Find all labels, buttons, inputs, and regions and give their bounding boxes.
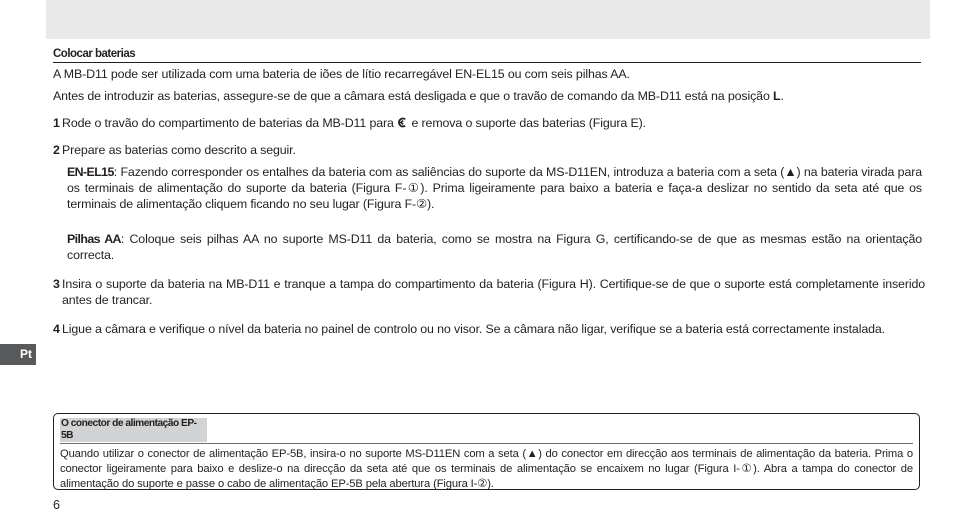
step-2-text: Prepare as baterias como descrito a seguir. bbox=[62, 143, 296, 157]
section-title: Colocar baterias bbox=[53, 48, 921, 63]
intro-paragraph-1: A MB-D11 pode ser utilizada com uma bateria de iões de lítio recarregável EN-EL15 ou com seis pilhas AA. bbox=[53, 67, 630, 81]
step-3 bbox=[53, 276, 925, 308]
sub-item-term: EN-EL15 bbox=[67, 165, 114, 179]
language-label: Pt bbox=[20, 347, 32, 361]
sub-item-text: : Fazendo corresponder os entalhes da bateria com as saliências do suporte da MS-D11EN, introduza a bateria com a seta (▲) na bateria virada para os terminais de alimentação do suporte da bateria (Figura F-①). Prima ligeiramente para baixo a bateria e faça-a deslizar no sentido da seta até que os terminais de alimentação cliquem ficando no seu lugar (Figura F-②). bbox=[67, 165, 922, 211]
step-number: 1 bbox=[53, 116, 60, 130]
note-box bbox=[53, 413, 920, 490]
sub-item-pilhas-aa bbox=[67, 231, 922, 263]
note-title-rule bbox=[60, 418, 913, 444]
step-3-text: Insira o suporte da bateria na MB-D11 e tranque a tampa do compartimento da bateria (Figura H). Certifique-se de que o suporte está completamente inserido antes de trancar. bbox=[62, 277, 925, 307]
unlock-icon bbox=[397, 117, 408, 128]
intro-2-text: Antes de introduzir as baterias, assegure-se de que a câmara está desligada e que o travão de comando da MB-D11 está na posição bbox=[53, 89, 774, 103]
step-1 bbox=[53, 115, 925, 131]
lock-position-label: L bbox=[773, 89, 781, 103]
intro-paragraph-2 bbox=[53, 88, 925, 104]
page-number: 6 bbox=[53, 498, 60, 512]
language-tab bbox=[0, 344, 36, 365]
sub-item-text: : Coloque seis pilhas AA no suporte MS-D11 da bateria, como se mostra na Figura G, certificando-se de que as mesmas estão na orientação correcta. bbox=[67, 232, 922, 262]
header-band bbox=[46, 0, 930, 39]
step-number: 4 bbox=[53, 322, 60, 336]
note-title: O conector de alimentação EP-5B bbox=[60, 418, 207, 442]
step-4-text: Ligue a câmara e verifique o nível da bateria no painel de controlo ou no visor. Se a câmara não ligar, verifique se a bateria está correctamente instalada. bbox=[62, 322, 885, 336]
step-4 bbox=[53, 321, 925, 337]
step-number: 2 bbox=[53, 143, 60, 157]
sub-item-en-el15 bbox=[67, 164, 922, 212]
intro-2-end: . bbox=[780, 89, 784, 103]
step-1-text: Rode o travão do compartimento de baterias da MB-D11 para bbox=[62, 116, 398, 130]
sub-item-term: Pilhas AA bbox=[67, 232, 121, 246]
step-2 bbox=[53, 142, 925, 158]
note-text: Quando utilizar o conector de alimentação EP-5B, insira-o no suporte MS-D11EN com a seta (▲) do conector em direcção aos terminais de alimentação da bateria. Prima o conector ligeiramente para baixo e deslize-o na direcção da seta até que os terminais de alimentação se encaixem no lugar (Figura I-①). Abra a tampa do conector de alimentação do suporte e passe o cabo de alimentação EP-5B pela abertura (Figura I-②). bbox=[60, 448, 913, 490]
step-number: 3 bbox=[53, 277, 60, 291]
step-1-text-end: e remova o suporte das baterias (Figura E). bbox=[408, 116, 646, 130]
